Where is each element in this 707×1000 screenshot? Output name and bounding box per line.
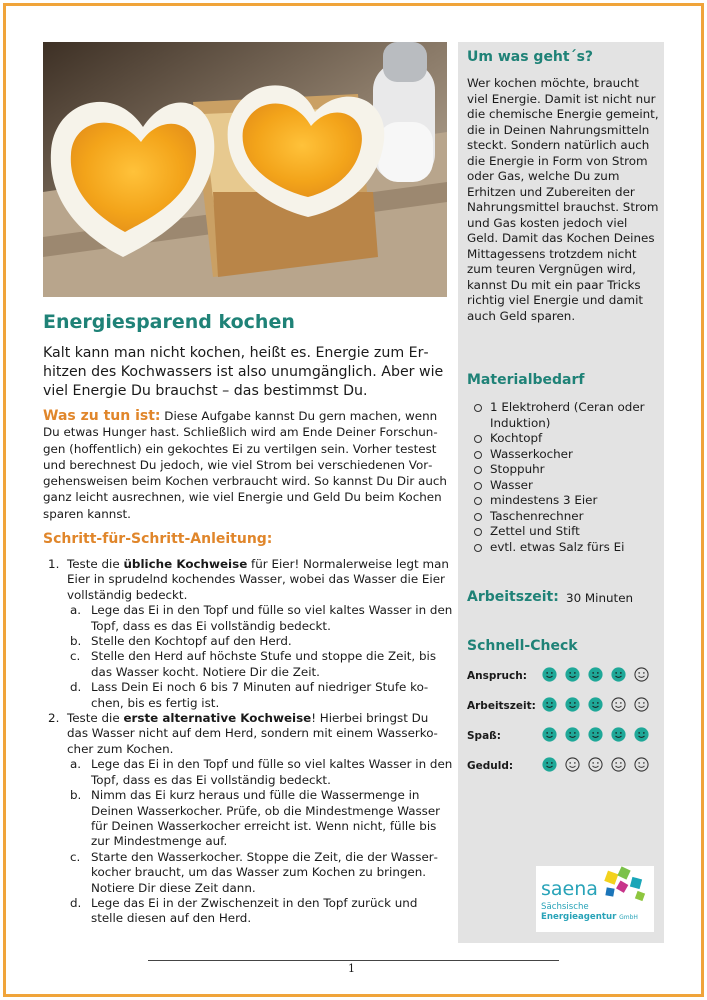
- material-item-label: Zettel und Stift: [490, 524, 580, 538]
- step-text-bold: übliche Kochweise: [123, 557, 248, 571]
- page-number: 1: [348, 962, 355, 975]
- smiley-filled-icon: [542, 727, 557, 742]
- footer-divider: [148, 960, 559, 961]
- sub-step-letter: d.: [70, 680, 82, 695]
- material-item: [473, 509, 663, 525]
- logo-brand: saena: [541, 878, 598, 900]
- material-list: [473, 400, 663, 555]
- sub-step: [43, 757, 453, 788]
- sub-step-text: Lege das Ei in den Topf und fülle so viel kaltes Wasser in den Topf, dass es das Ei vollständig bedeckt.: [91, 603, 453, 633]
- check-label: Arbeitszeit:: [467, 700, 536, 712]
- smiley-filled-icon: [542, 757, 557, 772]
- check-row: [467, 727, 667, 745]
- smiley-filled-icon: [634, 727, 649, 742]
- smiley-outline-icon: [634, 667, 649, 682]
- smiley-filled-icon: [565, 667, 580, 682]
- material-item: [473, 478, 663, 494]
- step-number: 2.: [48, 711, 60, 726]
- check-label: Anspruch:: [467, 670, 527, 682]
- smiley-filled-icon: [542, 667, 557, 682]
- check-label: Spaß:: [467, 730, 501, 742]
- material-item: [473, 431, 663, 447]
- intro-text: Kalt kann man nicht kochen, heißt es. Energie zum Erhitzen des Kochwassers ist also unumgänglich. Aber wie viel Energie Du brauchst – das bestimmst Du.: [43, 345, 444, 399]
- material-item-label: evtl. etwas Salz fürs Ei: [490, 539, 625, 554]
- sub-step-letter: a.: [70, 603, 82, 618]
- smiley-filled-icon: [611, 727, 626, 742]
- egg-photo: [43, 42, 447, 297]
- logo-line1: Sächsische: [541, 902, 589, 912]
- step-list: [43, 557, 453, 927]
- smiley-outline-icon: [611, 697, 626, 712]
- egg-photo-illustration: [43, 42, 447, 297]
- sub-step-letter: b.: [70, 788, 82, 803]
- step-text-post: ! Hierbei bringst Du das Wasser nicht auf dem Herd, sondern mit einem Wasserkocher zum Kochen.: [67, 711, 438, 756]
- sub-step: [43, 649, 453, 680]
- material-item-label: 1 Elektroherd (Ceran oder Induktion): [490, 400, 645, 430]
- sub-step: [43, 788, 453, 850]
- task-paragraph: [43, 408, 453, 522]
- check-label: Geduld:: [467, 760, 514, 772]
- sub-step-text: Nimm das Ei kurz heraus und fülle die Wassermenge in Deinen Wasserkocher. Prüfe, ob die Mindestmenge Wasser für Deinen Wasserkocher erreicht ist. Wenn nicht, fülle bis zur Mindestmenge auf.: [91, 788, 441, 849]
- step-text-pre: Teste die: [67, 711, 124, 726]
- step-text-post: für Eier! Normalerweise legt man Eier in sprudelnd kochendes Wasser, wobei das Wasser die Eier vollständig bedeckt.: [67, 557, 449, 602]
- sub-step: [43, 850, 453, 896]
- smiley-outline-icon: [634, 757, 649, 772]
- material-item: [473, 462, 663, 478]
- step-number: 1.: [48, 557, 60, 571]
- page-title: Energiesparend kochen: [43, 311, 295, 333]
- step-2: [43, 711, 453, 757]
- step-text-bold: erste alternative Kochweise: [123, 711, 312, 726]
- task-lead: Was zu tun ist:: [43, 408, 161, 424]
- check-row: [467, 667, 667, 685]
- smiley-filled-icon: [542, 697, 557, 712]
- smiley-filled-icon: [611, 667, 626, 682]
- sub-step-letter: c.: [70, 649, 81, 664]
- bullet-circle-icon: [474, 482, 482, 490]
- task-text: Diese Aufgabe kannst Du gern machen, wenn Du etwas Hunger hast. Schließlich wird am Ende Deiner Forschungen (hoffentlich) ein gekochtes Ei zu vertilgen sein. Vorher testest und berechnest Du jedoch, wie viel Strom bei verschiedenen Vorgehensweisen beim Kochen verbraucht wird. So kannst Du Dir auch ganz leicht ausrechnen, wie viel Energie und Geld Du beim Kochen sparen kannst.: [43, 409, 447, 521]
- sub-step-letter: a.: [70, 757, 82, 772]
- smiley-filled-icon: [588, 727, 603, 742]
- step-1: [43, 557, 453, 603]
- bullet-circle-icon: [474, 497, 482, 505]
- check-row: [467, 697, 667, 715]
- smiley-outline-icon: [565, 757, 580, 772]
- sub-step: [43, 634, 453, 649]
- sub-step-letter: d.: [70, 895, 82, 910]
- material-item-label: Stoppuhr: [490, 462, 545, 476]
- smiley-outline-icon: [588, 757, 603, 772]
- bullet-circle-icon: [474, 544, 482, 552]
- material-item-label: Kochtopf: [490, 431, 543, 445]
- sub-step-letter: c.: [70, 849, 81, 864]
- about-text: Wer kochen möchte, braucht viel Energie. Damit ist nicht nur die chemische Energie gemeint, die in Deinen Nahrungsmitteln steckt. Sondern natürlich auch die Energie in Form von Strom oder Gas, welche Du zum Erhitzen und Zubereiten der Nahrungsmittel brauchst. Strom und Gas kosten jedoch viel Geld. Damit das Kochen Deines Mittagessens trotzdem nicht zum teuren Vergnügen wird, kannst Du mit ein paar Tricks richtig viel Energie und damit auch Geld sparen.: [467, 76, 659, 323]
- smiley-filled-icon: [588, 667, 603, 682]
- bullet-circle-icon: [474, 451, 482, 459]
- smiley-outline-icon: [634, 697, 649, 712]
- logo-line2-text: Energieagentur: [541, 912, 617, 922]
- sub-step-text: Lege das Ei in den Topf und fülle so viel kaltes Wasser in den Topf, dass es das Ei vollständig bedeckt.: [91, 757, 453, 787]
- material-item-label: Wasserkocher: [490, 446, 573, 461]
- sub-step-text: Stelle den Herd auf höchste Stufe und stoppe die Zeit, bis das Wasser kocht. Notiere Dir die Zeit.: [91, 649, 437, 679]
- material-item: [473, 493, 663, 509]
- worktime-label: Arbeitszeit:: [467, 589, 559, 605]
- material-heading: Materialbedarf: [467, 372, 585, 388]
- smiley-outline-icon: [611, 757, 626, 772]
- smiley-filled-icon: [588, 697, 603, 712]
- bullet-circle-icon: [474, 528, 482, 536]
- sub-step: [43, 896, 453, 927]
- material-item-label: mindestens 3 Eier: [490, 493, 598, 507]
- sub-step: [43, 680, 453, 711]
- material-item-label: Taschenrechner: [490, 508, 584, 523]
- material-item: [473, 524, 663, 540]
- bullet-circle-icon: [474, 435, 482, 443]
- material-item: [473, 447, 663, 463]
- sub-step-letter: b.: [70, 634, 82, 649]
- bullet-circle-icon: [474, 404, 482, 412]
- material-item: [473, 400, 663, 431]
- worktime-value: 30 Minuten: [566, 591, 634, 605]
- about-heading: Um was geht´s?: [467, 49, 594, 65]
- logo-line2: [541, 912, 638, 923]
- sub-step-text: Lege das Ei in der Zwischenzeit in den Topf zurück und stelle diesen auf den Herd.: [91, 895, 418, 926]
- sub-step-text: Lass Dein Ei noch 6 bis 7 Minuten auf niedriger Stufe kochen, bis es fertig ist.: [91, 680, 429, 710]
- material-item: [473, 540, 663, 556]
- saena-logo: [536, 866, 654, 932]
- smiley-filled-icon: [565, 727, 580, 742]
- bullet-circle-icon: [474, 513, 482, 521]
- check-row: [467, 757, 667, 775]
- smiley-filled-icon: [565, 697, 580, 712]
- check-heading: Schnell-Check: [467, 638, 578, 654]
- logo-suffix: GmbH: [619, 914, 638, 921]
- sub-step-text: Starte den Wasserkocher. Stoppe die Zeit, die der Wasserkocher braucht, um das Wasser zum Kochen zu bringen. Notiere Dir diese Zeit dann.: [91, 849, 438, 895]
- sub-step-text: Stelle den Kochtopf auf den Herd.: [91, 634, 292, 649]
- bullet-circle-icon: [474, 466, 482, 474]
- logo-subtitle: [541, 902, 638, 923]
- step-text-pre: Teste die: [67, 557, 124, 571]
- material-item-label: Wasser: [490, 477, 533, 492]
- steps-heading: Schritt-für-Schritt-Anleitung:: [43, 531, 273, 547]
- sub-step: [43, 603, 453, 634]
